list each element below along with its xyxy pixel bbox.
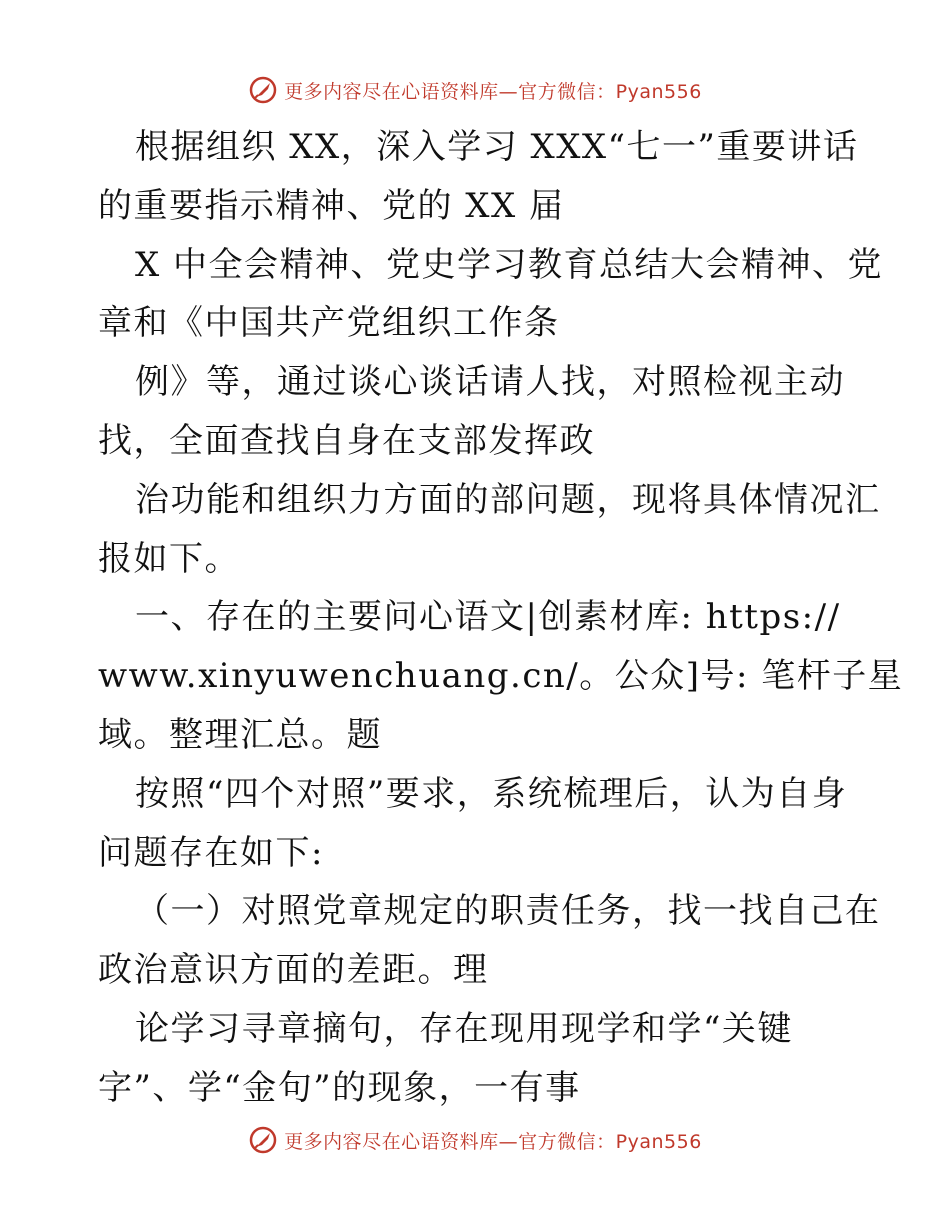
text-line: （一）对照党章规定的职责任务，找一找自己在 — [135, 891, 881, 932]
watermark-text: 更多内容尽在心语资料库—官方微信：Pyan556 — [284, 1130, 702, 1153]
document-body — [98, 118, 904, 1118]
watermark-text: 更多内容尽在心语资料库—官方微信：Pyan556 — [284, 80, 702, 103]
text-line: 的重要指示精神、党的 XX 届 — [98, 185, 565, 226]
text-line: 报如下。 — [98, 538, 240, 579]
text-line: www.xinyuwenchuang.cn/。公众]号: 笔杆子星 — [98, 656, 904, 697]
text-line: 找，全面查找自身在支部发挥政 — [98, 420, 595, 461]
quill-logo-icon — [248, 1125, 278, 1155]
header-watermark — [0, 70, 950, 110]
text-line: 论学习寻章摘句，存在现用现学和学“关键 — [135, 1008, 793, 1049]
text-line: 一、存在的主要问心语文|创素材库: https:// — [135, 597, 841, 638]
quill-logo-icon — [248, 75, 278, 105]
text-line: 章和《中国共产党组织工作条 — [98, 303, 560, 344]
text-line: 域。整理汇总。题 — [98, 714, 382, 755]
text-line: 政治意识方面的差距。理 — [98, 950, 489, 991]
text-line: 按照“四个对照”要求，系统梳理后，认为自身 — [135, 773, 848, 814]
footer-watermark — [0, 1120, 950, 1160]
text-line: 问题存在如下: — [98, 832, 324, 873]
text-line: X 中全会精神、党史学习教育总结大会精神、党 — [135, 244, 884, 285]
text-line: 根据组织 XX，深入学习 XXX“七一”重要讲话 — [135, 127, 859, 167]
text-line: 字”、学“金句”的现象，一有事 — [98, 1067, 581, 1108]
text-line: 治功能和组织力方面的部问题，现将具体情况汇 — [135, 479, 881, 520]
text-line: 例》等，通过谈心谈话请人找，对照检视主动 — [135, 362, 845, 403]
